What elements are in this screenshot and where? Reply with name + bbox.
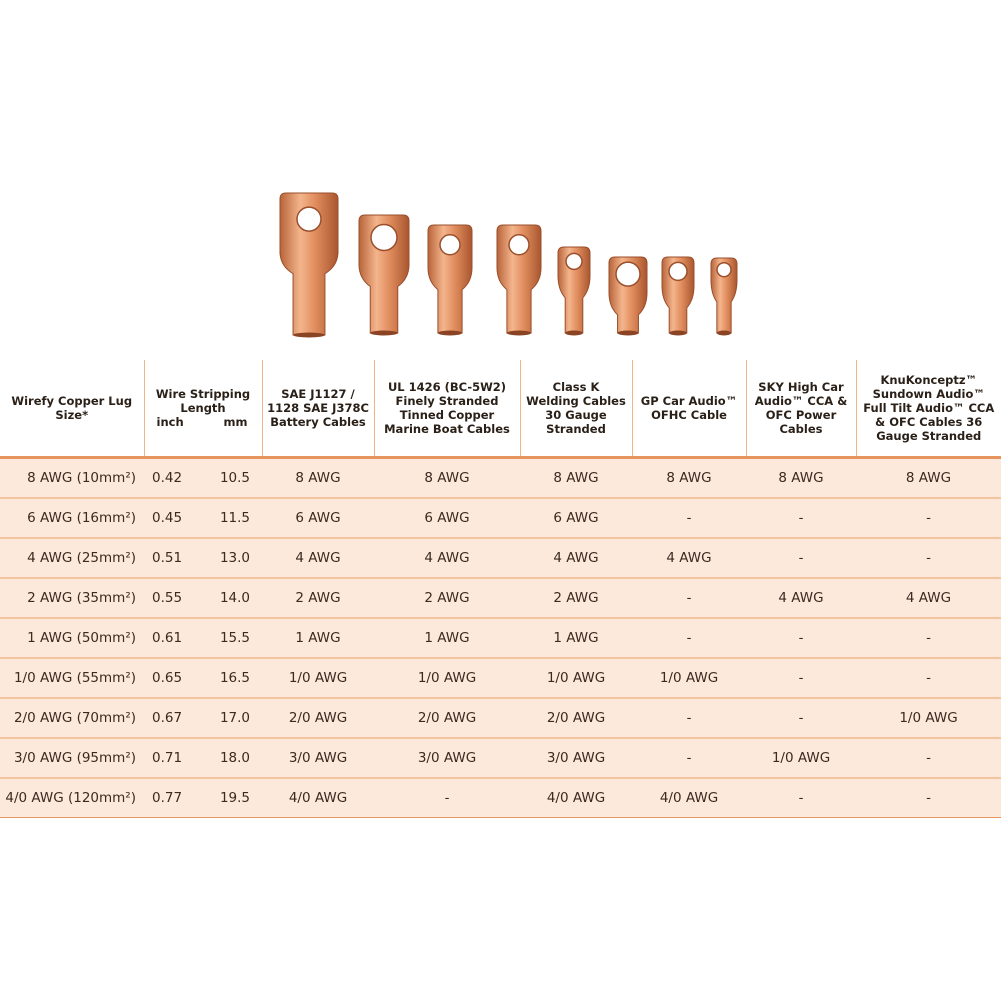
cell-inch: 0.71 <box>152 750 183 766</box>
copper-lug-icon <box>711 258 737 336</box>
cell-stripping <box>144 498 262 538</box>
compatibility-table <box>0 360 1001 818</box>
table-row <box>0 498 1001 538</box>
cell-ul: 6 AWG <box>374 498 520 538</box>
cell-stripping <box>144 658 262 698</box>
cell-gp: 4 AWG <box>632 538 746 578</box>
copper-lug-icon <box>609 257 647 336</box>
table-row <box>0 738 1001 778</box>
cell-inch: 0.42 <box>152 470 183 486</box>
cell-mm: 14.0 <box>219 590 250 606</box>
cell-sky: - <box>746 538 856 578</box>
cell-knu: - <box>856 738 1001 778</box>
cell-stripping <box>144 458 262 499</box>
cell-sae: 6 AWG <box>262 498 374 538</box>
cell-stripping <box>144 738 262 778</box>
table-row <box>0 778 1001 818</box>
cell-size: 2/0 AWG (70mm²) <box>0 698 144 738</box>
cell-class-k: 2/0 AWG <box>520 698 632 738</box>
cell-knu: - <box>856 538 1001 578</box>
cell-gp: 1/0 AWG <box>632 658 746 698</box>
cell-knu: 8 AWG <box>856 458 1001 499</box>
cell-inch: 0.61 <box>152 630 183 646</box>
header-sae: SAE J1127 / 1128 SAE J378C Battery Cables <box>262 360 374 458</box>
cell-class-k: 1/0 AWG <box>520 658 632 698</box>
cell-knu: - <box>856 778 1001 818</box>
table-row <box>0 658 1001 698</box>
cell-sae: 3/0 AWG <box>262 738 374 778</box>
cell-sky: 8 AWG <box>746 458 856 499</box>
table-row <box>0 458 1001 499</box>
copper-lug-icon <box>280 193 338 338</box>
cell-inch: 0.65 <box>152 670 183 686</box>
cell-sky: - <box>746 618 856 658</box>
cell-size: 2 AWG (35mm²) <box>0 578 144 618</box>
cell-class-k: 4/0 AWG <box>520 778 632 818</box>
header-sky: SKY High Car Audio™ CCA & OFC Power Cables <box>746 360 856 458</box>
cell-stripping <box>144 538 262 578</box>
cell-gp: - <box>632 698 746 738</box>
cell-sky: - <box>746 498 856 538</box>
cell-class-k: 4 AWG <box>520 538 632 578</box>
cell-gp: 4/0 AWG <box>632 778 746 818</box>
cell-inch: 0.77 <box>152 790 183 806</box>
cell-inch: 0.55 <box>152 590 183 606</box>
cell-inch: 0.51 <box>152 550 183 566</box>
cell-knu: 1/0 AWG <box>856 698 1001 738</box>
cell-sae: 4 AWG <box>262 538 374 578</box>
cell-sae: 1 AWG <box>262 618 374 658</box>
cell-gp: - <box>632 738 746 778</box>
cell-size: 4 AWG (25mm²) <box>0 538 144 578</box>
copper-lug-icon <box>359 215 409 336</box>
copper-lug-icon <box>428 225 472 336</box>
header-inch: inch <box>156 415 184 429</box>
cell-mm: 18.0 <box>219 750 250 766</box>
cell-stripping <box>144 618 262 658</box>
cell-knu: - <box>856 618 1001 658</box>
copper-lug-icon <box>497 225 541 336</box>
header-gp: GP Car Audio™ OFHC Cable <box>632 360 746 458</box>
cell-sky: 1/0 AWG <box>746 738 856 778</box>
cell-size: 8 AWG (10mm²) <box>0 458 144 499</box>
cell-mm: 17.0 <box>219 710 250 726</box>
cell-ul: 2 AWG <box>374 578 520 618</box>
cell-ul: 3/0 AWG <box>374 738 520 778</box>
cell-sky: - <box>746 658 856 698</box>
cell-size: 6 AWG (16mm²) <box>0 498 144 538</box>
cell-ul: 2/0 AWG <box>374 698 520 738</box>
cell-mm: 13.0 <box>219 550 250 566</box>
cell-size: 1 AWG (50mm²) <box>0 618 144 658</box>
cell-sky: - <box>746 698 856 738</box>
cell-gp: - <box>632 618 746 658</box>
cell-gp: - <box>632 578 746 618</box>
cell-mm: 19.5 <box>219 790 250 806</box>
cell-size: 4/0 AWG (120mm²) <box>0 778 144 818</box>
cell-sae: 2 AWG <box>262 578 374 618</box>
cell-class-k: 2 AWG <box>520 578 632 618</box>
cell-knu: - <box>856 498 1001 538</box>
cell-inch: 0.67 <box>152 710 183 726</box>
cell-mm: 10.5 <box>219 470 250 486</box>
cell-stripping <box>144 698 262 738</box>
cell-size: 3/0 AWG (95mm²) <box>0 738 144 778</box>
header-stripping-title: Wire Stripping Length <box>155 387 251 415</box>
cell-size: 1/0 AWG (55mm²) <box>0 658 144 698</box>
copper-lugs-illustration <box>0 185 1001 345</box>
cell-mm: 16.5 <box>219 670 250 686</box>
header-ul: UL 1426 (BC-5W2) Finely Stranded Tinned Copper Marine Boat Cables <box>374 360 520 458</box>
cell-sky: 4 AWG <box>746 578 856 618</box>
cell-class-k: 1 AWG <box>520 618 632 658</box>
cell-class-k: 6 AWG <box>520 498 632 538</box>
cell-sae: 2/0 AWG <box>262 698 374 738</box>
header-stripping-length <box>144 360 262 458</box>
copper-lugs-svg <box>0 185 1001 345</box>
cell-mm: 15.5 <box>219 630 250 646</box>
cell-stripping <box>144 578 262 618</box>
header-knu: KnuKonceptz™ Sundown Audio™ Full Tilt Audio™ CCA & OFC Cables 36 Gauge Stranded <box>856 360 1001 458</box>
header-lug-size: Wirefy Copper Lug Size* <box>0 360 144 458</box>
cell-ul: 1/0 AWG <box>374 658 520 698</box>
cell-knu: 4 AWG <box>856 578 1001 618</box>
cell-ul: - <box>374 778 520 818</box>
copper-lug-icon <box>558 247 590 336</box>
copper-lug-icon <box>662 257 694 336</box>
table-row <box>0 578 1001 618</box>
cell-ul: 1 AWG <box>374 618 520 658</box>
header-mm: mm <box>223 415 248 429</box>
cell-ul: 4 AWG <box>374 538 520 578</box>
cell-gp: - <box>632 498 746 538</box>
cell-class-k: 3/0 AWG <box>520 738 632 778</box>
cell-sae: 4/0 AWG <box>262 778 374 818</box>
table-row <box>0 538 1001 578</box>
cell-sae: 8 AWG <box>262 458 374 499</box>
header-class-k: Class K Welding Cables 30 Gauge Stranded <box>520 360 632 458</box>
cell-class-k: 8 AWG <box>520 458 632 499</box>
cell-stripping <box>144 778 262 818</box>
cell-sae: 1/0 AWG <box>262 658 374 698</box>
cell-gp: 8 AWG <box>632 458 746 499</box>
table-row <box>0 698 1001 738</box>
cell-inch: 0.45 <box>152 510 183 526</box>
cell-ul: 8 AWG <box>374 458 520 499</box>
table-row <box>0 618 1001 658</box>
cell-knu: - <box>856 658 1001 698</box>
cell-mm: 11.5 <box>219 510 250 526</box>
cell-sky: - <box>746 778 856 818</box>
